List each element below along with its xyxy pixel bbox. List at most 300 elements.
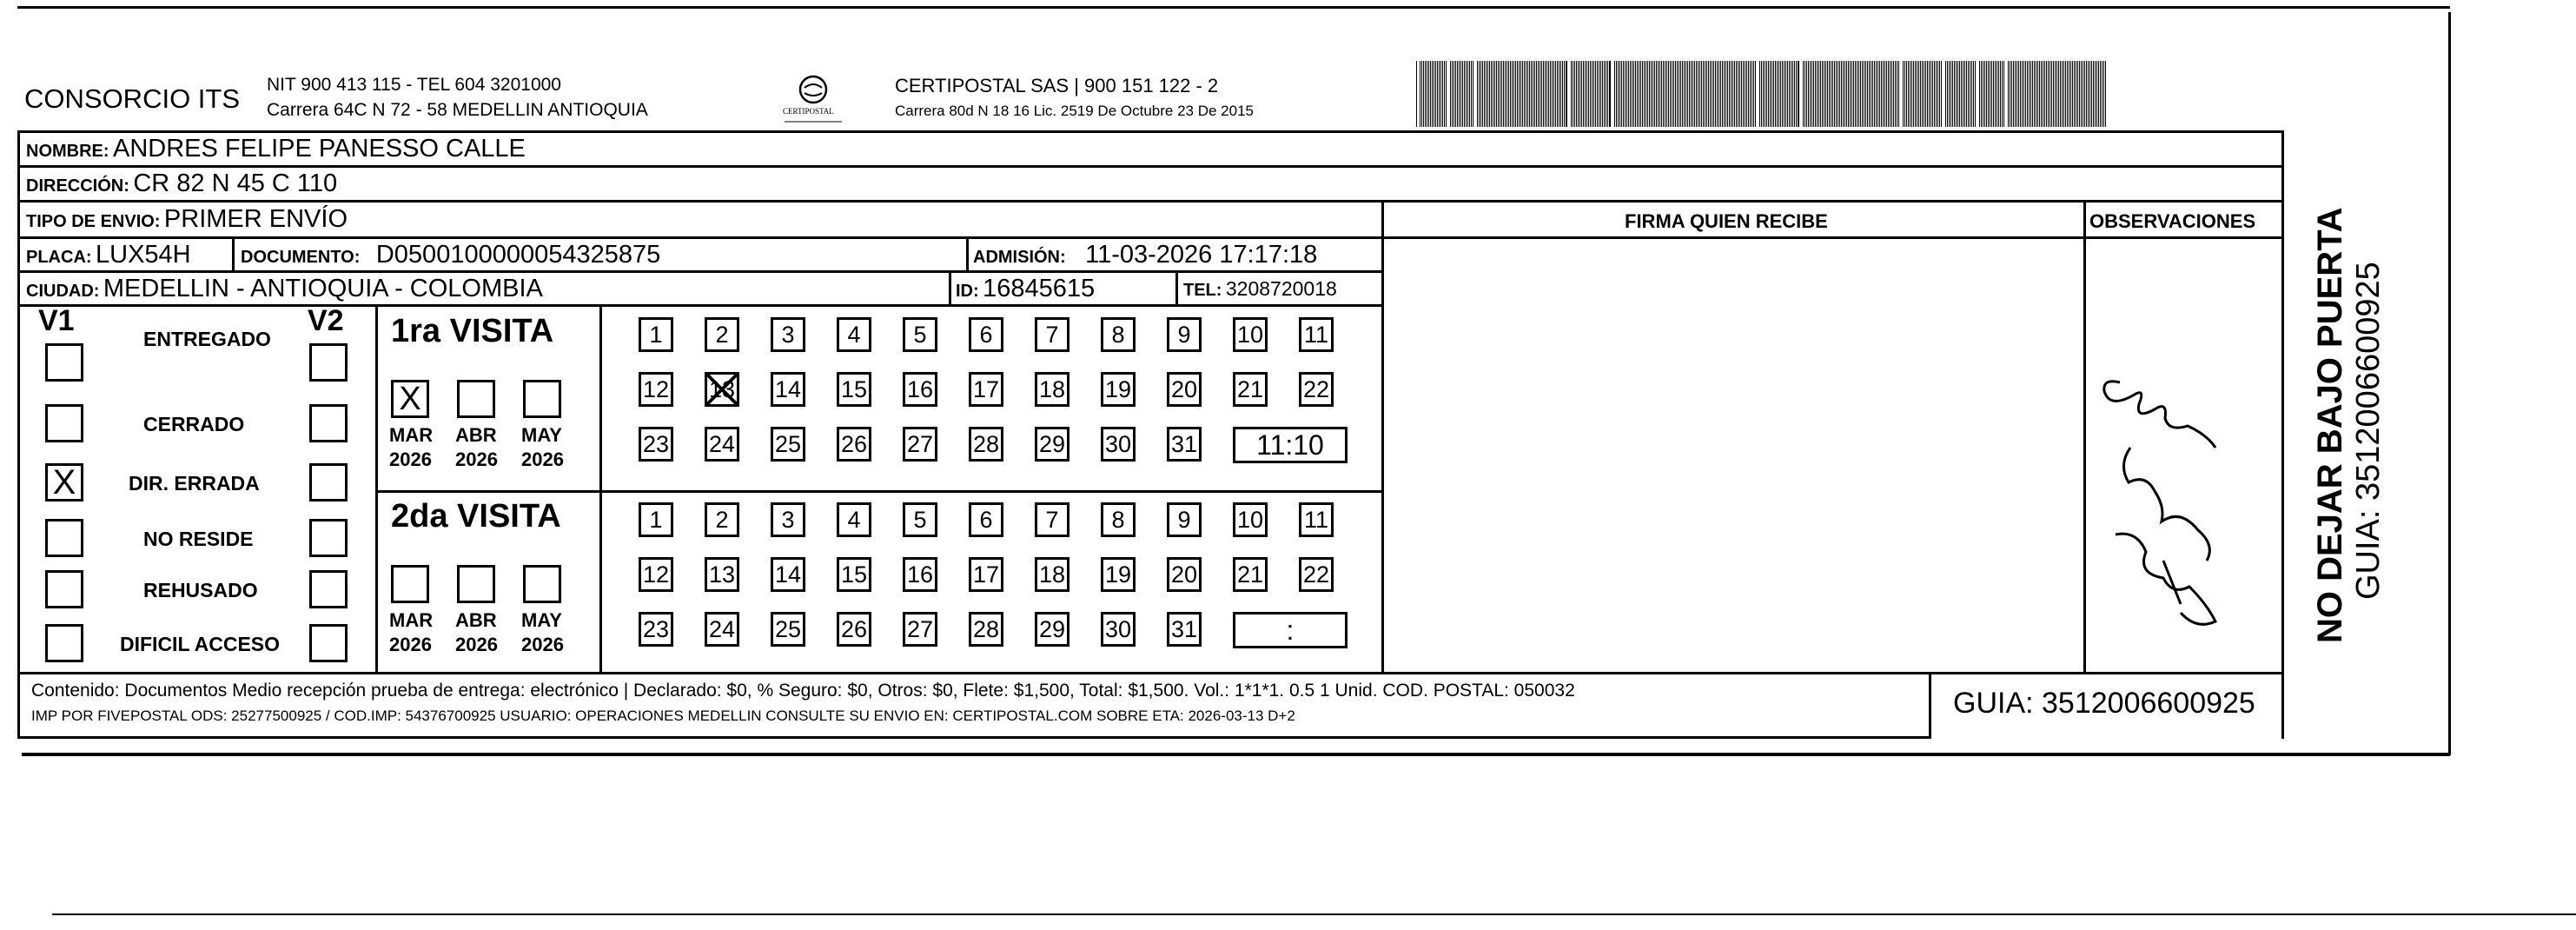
day-checkbox[interactable]: 23 bbox=[639, 427, 673, 462]
barcode-bar bbox=[2065, 61, 2066, 127]
day-checkbox[interactable]: 25 bbox=[771, 612, 805, 647]
month-year: 2026 bbox=[455, 634, 498, 655]
day-checkbox[interactable]: 23 bbox=[639, 612, 673, 647]
barcode-bar bbox=[2020, 61, 2021, 127]
barcode-bar bbox=[1780, 61, 1781, 127]
status-v1-checkbox[interactable] bbox=[45, 519, 83, 557]
day-checkbox[interactable]: 21 bbox=[1233, 372, 1268, 407]
status-v1-checkbox[interactable] bbox=[45, 404, 83, 442]
barcode-bar bbox=[2029, 61, 2030, 127]
day-checkbox[interactable]: 15 bbox=[837, 557, 871, 592]
day-checkbox[interactable]: 7 bbox=[1035, 502, 1069, 537]
barcode-bar bbox=[1890, 61, 1891, 127]
barcode-bar bbox=[1661, 61, 1662, 127]
barcode-bar bbox=[1954, 61, 1955, 127]
day-checkbox[interactable]: 21 bbox=[1233, 557, 1268, 592]
barcode-bar bbox=[1628, 61, 1629, 127]
barcode-bar bbox=[1446, 61, 1447, 127]
footer-bottom-line bbox=[17, 736, 1929, 739]
barcode-bar bbox=[1691, 61, 1692, 127]
barcode-bar bbox=[2002, 61, 2003, 127]
day-checkbox[interactable]: 18 bbox=[1035, 372, 1069, 407]
barcode-bar bbox=[1710, 61, 1711, 127]
barcode-bar bbox=[1457, 61, 1458, 127]
barcode-bar bbox=[2074, 61, 2075, 127]
barcode-bar bbox=[1841, 61, 1842, 127]
barcode-bar bbox=[1597, 61, 1598, 127]
barcode-bar bbox=[1746, 61, 1747, 127]
barcode-bar bbox=[2053, 61, 2054, 127]
barcode-bar bbox=[1858, 61, 1859, 127]
barcode-bar bbox=[1546, 61, 1547, 127]
day-checkbox[interactable]: 2 bbox=[705, 502, 739, 537]
barcode-bar bbox=[1658, 61, 1659, 127]
month-checkbox[interactable] bbox=[523, 565, 561, 603]
day-checkbox[interactable]: 10 bbox=[1233, 317, 1268, 352]
placa-label: PLACA: bbox=[26, 248, 92, 267]
barcode-bar bbox=[1462, 61, 1463, 127]
barcode-bar bbox=[1487, 61, 1488, 127]
barcode-bar bbox=[1778, 61, 1779, 127]
day-checkbox[interactable]: 17 bbox=[969, 557, 1003, 592]
barcode-bar bbox=[1995, 61, 1996, 127]
barcode-bar bbox=[1459, 61, 1460, 127]
barcode-bar bbox=[1623, 61, 1624, 127]
barcode-bar bbox=[1515, 61, 1516, 127]
barcode-bar bbox=[1947, 61, 1948, 127]
day-checkbox[interactable]: 16 bbox=[903, 372, 937, 407]
barcode-bar bbox=[1548, 61, 1549, 127]
barcode-bar bbox=[1482, 61, 1483, 127]
barcode-bar bbox=[2072, 61, 2073, 127]
day-checkbox[interactable]: 17 bbox=[969, 372, 1003, 407]
barcode-bar bbox=[1929, 61, 1930, 127]
barcode-bar bbox=[2070, 61, 2071, 127]
nombre-row bbox=[26, 135, 526, 163]
day-checkbox[interactable]: 11 bbox=[1299, 317, 1334, 352]
barcode-bar bbox=[1496, 61, 1497, 127]
barcode-bar bbox=[1753, 61, 1754, 127]
barcode-bar bbox=[2013, 61, 2014, 127]
day-checkbox[interactable]: 8 bbox=[1101, 317, 1136, 352]
status-v2-checkbox[interactable] bbox=[309, 404, 348, 442]
barcode-bar bbox=[1984, 61, 1985, 127]
form-top-line bbox=[17, 130, 2283, 133]
barcode-bar bbox=[1614, 61, 1615, 127]
barcode-bar bbox=[1750, 61, 1751, 127]
day-checkbox[interactable]: 25 bbox=[771, 427, 805, 462]
barcode-bar bbox=[1619, 61, 1620, 127]
day-checkbox[interactable]: 6 bbox=[969, 502, 1003, 537]
documento-row bbox=[241, 241, 660, 269]
barcode-bar bbox=[1839, 61, 1840, 127]
day-checkbox[interactable]: 22 bbox=[1299, 557, 1334, 592]
day-checkbox[interactable]: 1 bbox=[639, 502, 673, 537]
barcode-bar bbox=[1701, 61, 1702, 127]
day-checkbox[interactable]: 13 bbox=[705, 372, 739, 407]
barcode-bar bbox=[1574, 61, 1575, 127]
id-divider bbox=[949, 270, 951, 305]
day-checkbox[interactable]: 19 bbox=[1101, 557, 1136, 592]
barcode-bar bbox=[1743, 61, 1744, 127]
barcode-bar bbox=[1886, 61, 1887, 127]
row-line-2 bbox=[17, 200, 2283, 203]
day-checkbox[interactable]: 6 bbox=[969, 317, 1003, 352]
barcode-bar bbox=[1867, 61, 1868, 127]
barcode-bar bbox=[1455, 61, 1456, 127]
barcode-bar bbox=[1770, 61, 1771, 127]
guia-box-left-line bbox=[1929, 672, 1931, 739]
barcode-bar bbox=[1479, 61, 1480, 127]
day-checkbox[interactable]: 13 bbox=[705, 557, 739, 592]
day-checkbox[interactable]: 14 bbox=[771, 557, 805, 592]
barcode-bar bbox=[1945, 61, 1946, 127]
barcode-bar bbox=[1652, 61, 1653, 127]
barcode-bar bbox=[1920, 61, 1921, 127]
barcode-bar bbox=[1966, 61, 1967, 127]
barcode-bar bbox=[1736, 61, 1737, 127]
day-checkbox[interactable]: 14 bbox=[771, 372, 805, 407]
barcode-bar bbox=[1477, 61, 1478, 127]
barcode-bar bbox=[2055, 61, 2056, 127]
status-v2-checkbox[interactable] bbox=[309, 343, 348, 382]
month-name: MAR bbox=[389, 424, 434, 446]
day-checkbox[interactable]: 12 bbox=[639, 372, 673, 407]
barcode-bar bbox=[1941, 61, 1942, 127]
barcode-bar bbox=[1986, 61, 1987, 127]
barcode-bar bbox=[1851, 61, 1852, 127]
day-checkbox[interactable]: 31 bbox=[1167, 427, 1202, 462]
barcode-bar bbox=[1508, 61, 1509, 127]
right-edge-line bbox=[2448, 12, 2451, 755]
status-v2-checkbox[interactable] bbox=[309, 624, 348, 662]
barcode-bar bbox=[2039, 61, 2040, 127]
barcode-bar bbox=[1731, 61, 1732, 127]
day-checkbox[interactable]: 26 bbox=[837, 427, 871, 462]
barcode-bar bbox=[1761, 61, 1762, 127]
barcode-bar bbox=[1428, 61, 1429, 127]
barcode-bar bbox=[1692, 61, 1693, 127]
barcode-bar bbox=[1625, 61, 1626, 127]
barcode-bar bbox=[1578, 61, 1579, 127]
barcode-bar bbox=[1957, 61, 1958, 127]
barcode-bar bbox=[1440, 61, 1441, 127]
barcode-bar bbox=[1998, 61, 1999, 127]
day-checkbox[interactable]: 3 bbox=[771, 502, 805, 537]
barcode-bar bbox=[1571, 61, 1572, 127]
barcode-bar bbox=[1949, 61, 1950, 127]
barcode-bar bbox=[1891, 61, 1892, 127]
barcode-bar bbox=[1581, 61, 1582, 127]
barcode-bar bbox=[1656, 61, 1657, 127]
barcode-bar bbox=[1609, 61, 1611, 127]
barcode-bar bbox=[1934, 61, 1935, 127]
barcode-bar bbox=[1832, 61, 1833, 127]
barcode-bar bbox=[2067, 61, 2068, 127]
barcode-bar bbox=[1888, 61, 1889, 127]
day-checkbox[interactable]: 4 bbox=[837, 502, 871, 537]
day-checkbox[interactable]: 10 bbox=[1233, 502, 1268, 537]
day-checkbox[interactable]: 18 bbox=[1035, 557, 1069, 592]
month-year: 2026 bbox=[389, 634, 432, 655]
barcode-bar bbox=[1687, 61, 1688, 127]
barcode-bar bbox=[2056, 61, 2057, 127]
visit-time-field[interactable]: 11:10 bbox=[1233, 427, 1348, 463]
barcode-bar bbox=[2034, 61, 2035, 127]
status-v2-checkbox[interactable] bbox=[309, 570, 348, 608]
carrier-address: Carrera 80d N 18 16 Lic. 2519 De Octubre 23 De 2015 bbox=[895, 103, 1254, 119]
tel-value: 3208720018 bbox=[1225, 277, 1337, 300]
barcode-bar bbox=[1810, 61, 1811, 127]
status-v1-checkbox[interactable] bbox=[45, 570, 83, 608]
barcode-bar bbox=[1939, 61, 1940, 127]
barcode-bar bbox=[2011, 61, 2012, 127]
barcode-bar bbox=[1564, 61, 1565, 127]
day-checkbox[interactable]: 3 bbox=[771, 317, 805, 352]
day-checkbox[interactable]: 19 bbox=[1101, 372, 1136, 407]
barcode-bar bbox=[2077, 61, 2078, 127]
barcode-bar bbox=[1876, 61, 1877, 127]
barcode-bar bbox=[1522, 61, 1523, 127]
barcode-bar bbox=[1425, 61, 1426, 127]
day-checkbox[interactable]: 27 bbox=[903, 612, 937, 647]
month-checkbox[interactable] bbox=[391, 565, 429, 603]
day-checkbox[interactable]: 28 bbox=[969, 612, 1003, 647]
barcode-bar bbox=[1501, 61, 1502, 127]
form-left-line bbox=[17, 130, 20, 739]
tel-label: TEL: bbox=[1183, 281, 1222, 300]
barcode-bar bbox=[1670, 61, 1671, 127]
day-checkbox[interactable]: 11 bbox=[1299, 502, 1334, 537]
barcode-bar bbox=[1879, 61, 1880, 127]
barcode-bar bbox=[1534, 61, 1535, 127]
barcode-bar bbox=[1862, 61, 1863, 127]
barcode-bar bbox=[1848, 61, 1849, 127]
barcode-bar bbox=[1593, 61, 1594, 127]
nombre-value: ANDRES FELIPE PANESSO CALLE bbox=[113, 135, 526, 163]
barcode-bar bbox=[1559, 61, 1560, 127]
barcode-bar bbox=[2022, 61, 2023, 127]
status-divider bbox=[375, 304, 378, 674]
barcode-bar bbox=[1423, 61, 1424, 127]
barcode-bar bbox=[1829, 61, 1830, 127]
direccion-value: CR 82 N 45 C 110 bbox=[133, 169, 338, 197]
barcode-bar bbox=[1932, 61, 1933, 127]
day-checkbox[interactable]: 31 bbox=[1167, 612, 1202, 647]
documento-label: DOCUMENTO: bbox=[241, 248, 361, 267]
barcode-bar bbox=[1915, 61, 1916, 127]
side-guia: GUIA: 3512006600925 bbox=[2350, 262, 2387, 600]
footer-imp: IMP POR FIVEPOSTAL ODS: 25277500925 / COD.IMP: 54376700925 USUARIO: OPERACIONES MEDELLIN CONSULTE SU ENVIO EN: CERTIPOSTAL.COM SOBRE ETA: 2026-03-13 D+2 bbox=[31, 707, 1295, 724]
barcode-bar bbox=[1616, 61, 1617, 127]
day-checkbox[interactable]: 15 bbox=[837, 372, 871, 407]
row-line-1 bbox=[17, 165, 2283, 168]
barcode-bar bbox=[1973, 61, 1974, 127]
barcode-bar bbox=[1560, 61, 1561, 127]
day-checkbox[interactable]: 24 bbox=[705, 427, 739, 462]
bottom-edge-line bbox=[22, 753, 2450, 756]
status-v1-checkbox[interactable]: X bbox=[45, 463, 83, 502]
barcode-bar bbox=[1566, 61, 1567, 127]
barcode-bar bbox=[1576, 61, 1577, 127]
month-checkbox[interactable] bbox=[523, 380, 561, 418]
barcode-bar bbox=[1906, 61, 1907, 127]
placa-divider bbox=[232, 236, 235, 271]
barcode-bar bbox=[1903, 61, 1904, 127]
barcode-bar bbox=[1792, 61, 1793, 127]
footer-contenido: Contenido: Documentos Medio recepción prueba de entrega: electrónico | Declarado: $0, % Seguro: $0, Otros: $0, Flete: $1,500, Total: $1,500. Vol.: 1*1*1. 0.5 1 Unid. COD. POSTAL: 050032 bbox=[31, 681, 1575, 701]
barcode-bar bbox=[1811, 61, 1812, 127]
day-checkbox[interactable]: 7 bbox=[1035, 317, 1069, 352]
admision-value: 11-03-2026 17:17:18 bbox=[1085, 241, 1318, 269]
barcode-bar bbox=[1666, 61, 1667, 127]
day-checkbox[interactable]: 8 bbox=[1101, 502, 1136, 537]
month-year: 2026 bbox=[389, 448, 432, 470]
ciudad-value: MEDELLIN - ANTIOQUIA - COLOMBIA bbox=[103, 275, 543, 302]
barcode-bar bbox=[2088, 61, 2089, 127]
barcode-bar bbox=[2086, 61, 2087, 127]
day-checkbox[interactable]: 26 bbox=[837, 612, 871, 647]
barcode-bar bbox=[1836, 61, 1837, 127]
barcode-bar bbox=[1442, 61, 1443, 127]
barcode-bar bbox=[1663, 61, 1664, 127]
observaciones-label: OBSERVACIONES bbox=[2089, 210, 2256, 232]
barcode-bar bbox=[1884, 61, 1885, 127]
barcode-bar bbox=[1895, 61, 1896, 127]
barcode-bar bbox=[1773, 61, 1774, 127]
barcode-bar bbox=[1675, 61, 1676, 127]
barcode-bar bbox=[2058, 61, 2059, 127]
barcode-bar bbox=[1846, 61, 1847, 127]
tel-row bbox=[1183, 277, 1337, 301]
barcode-bar bbox=[1927, 61, 1928, 127]
barcode-bar bbox=[1600, 61, 1601, 127]
lower-divider-line bbox=[52, 913, 2576, 915]
firma-label: FIRMA QUIEN RECIBE bbox=[1625, 210, 1828, 232]
day-checkbox[interactable]: 28 bbox=[969, 427, 1003, 462]
day-checkbox[interactable]: 16 bbox=[903, 557, 937, 592]
barcode-bar bbox=[1898, 61, 1899, 127]
barcode-bar bbox=[1527, 61, 1528, 127]
barcode-bar bbox=[1684, 61, 1685, 127]
barcode-bar bbox=[1524, 61, 1525, 127]
barcode-bar bbox=[1421, 61, 1422, 127]
day-checkbox[interactable]: 27 bbox=[903, 427, 937, 462]
month-name: MAY bbox=[521, 609, 562, 631]
status-v1-checkbox[interactable] bbox=[45, 624, 83, 662]
day-checkbox[interactable]: 20 bbox=[1167, 557, 1202, 592]
barcode-bar bbox=[1748, 61, 1749, 127]
day-checkbox[interactable]: 20 bbox=[1167, 372, 1202, 407]
barcode-bar bbox=[1503, 61, 1504, 127]
barcode-bar bbox=[1853, 61, 1854, 127]
day-checkbox[interactable]: 30 bbox=[1101, 612, 1136, 647]
barcode-bar bbox=[1618, 61, 1619, 127]
day-checkbox[interactable]: 24 bbox=[705, 612, 739, 647]
month-divider bbox=[599, 304, 602, 674]
day-checkbox[interactable]: 29 bbox=[1035, 612, 1069, 647]
barcode-bar bbox=[1785, 61, 1786, 127]
barcode-bar bbox=[1815, 61, 1816, 127]
status-v1-checkbox[interactable] bbox=[45, 343, 83, 382]
company-address: Carrera 64C N 72 - 58 MEDELLIN ANTIOQUIA bbox=[267, 100, 648, 120]
barcode-bar bbox=[1971, 61, 1972, 127]
barcode-bar bbox=[1520, 61, 1521, 127]
month-checkbox[interactable] bbox=[457, 565, 495, 603]
id-row bbox=[956, 275, 1095, 303]
day-checkbox[interactable]: 12 bbox=[639, 557, 673, 592]
status-v2-checkbox[interactable] bbox=[309, 463, 348, 502]
status-option-label: CERRADO bbox=[143, 413, 245, 435]
barcode-bar bbox=[1952, 61, 1953, 127]
barcode-bar bbox=[2063, 61, 2064, 127]
day-checkbox[interactable]: 5 bbox=[903, 502, 937, 537]
barcode-bar bbox=[1602, 61, 1603, 127]
barcode-bar bbox=[1703, 61, 1704, 127]
barcode-bar bbox=[2093, 61, 2094, 127]
barcode-bar bbox=[1759, 61, 1760, 127]
barcode-bar bbox=[1708, 61, 1709, 127]
month-name: MAY bbox=[521, 424, 562, 446]
barcode-bar bbox=[1908, 61, 1909, 127]
barcode-bar bbox=[1782, 61, 1783, 127]
barcode-bar bbox=[1732, 61, 1733, 127]
barcode-bar bbox=[2046, 61, 2047, 127]
barcode-bar bbox=[1720, 61, 1721, 127]
barcode-bar bbox=[1494, 61, 1495, 127]
barcode-bar bbox=[1775, 61, 1776, 127]
day-checkbox[interactable]: 30 bbox=[1101, 427, 1136, 462]
barcode-bar bbox=[1713, 61, 1714, 127]
tipo-label: TIPO DE ENVIO: bbox=[26, 212, 161, 231]
barcode-bar bbox=[1452, 61, 1453, 127]
barcode-bar bbox=[2096, 61, 2097, 127]
month-name: MAR bbox=[389, 609, 434, 631]
day-checkbox[interactable]: 9 bbox=[1167, 502, 1202, 537]
barcode-bar bbox=[1865, 61, 1866, 127]
month-year: 2026 bbox=[521, 634, 564, 655]
barcode-bar bbox=[1763, 61, 1764, 127]
certipostal-logo-icon bbox=[778, 71, 849, 125]
direccion-row bbox=[26, 169, 337, 198]
day-checkbox[interactable]: 4 bbox=[837, 317, 871, 352]
v2-label: V2 bbox=[308, 304, 344, 337]
month-checkbox[interactable]: X bbox=[391, 380, 429, 418]
month-checkbox[interactable] bbox=[457, 380, 495, 418]
day-checkbox[interactable]: 1 bbox=[639, 317, 673, 352]
visit-time-field[interactable]: : bbox=[1233, 612, 1348, 648]
visit-divider-line bbox=[375, 490, 1381, 493]
day-checkbox[interactable]: 9 bbox=[1167, 317, 1202, 352]
day-checkbox[interactable]: 29 bbox=[1035, 427, 1069, 462]
barcode-bar bbox=[1706, 61, 1707, 127]
status-v2-checkbox[interactable] bbox=[309, 519, 348, 557]
day-checkbox[interactable]: 5 bbox=[903, 317, 937, 352]
day-checkbox[interactable]: 22 bbox=[1299, 372, 1334, 407]
barcode-bar bbox=[1844, 61, 1845, 127]
top-edge-line bbox=[17, 6, 2450, 9]
barcode-bar bbox=[1510, 61, 1511, 127]
barcode-bar bbox=[1583, 61, 1584, 127]
barcode-bar bbox=[1850, 61, 1851, 127]
barcode-bar bbox=[1789, 61, 1790, 127]
barcode-bar bbox=[1725, 61, 1726, 127]
status-option-label: DIR. ERRADA bbox=[129, 472, 260, 495]
day-checkbox[interactable]: 2 bbox=[705, 317, 739, 352]
barcode-bar bbox=[2102, 61, 2103, 127]
barcode-bar bbox=[1439, 61, 1440, 127]
barcode-bar bbox=[1794, 61, 1795, 127]
